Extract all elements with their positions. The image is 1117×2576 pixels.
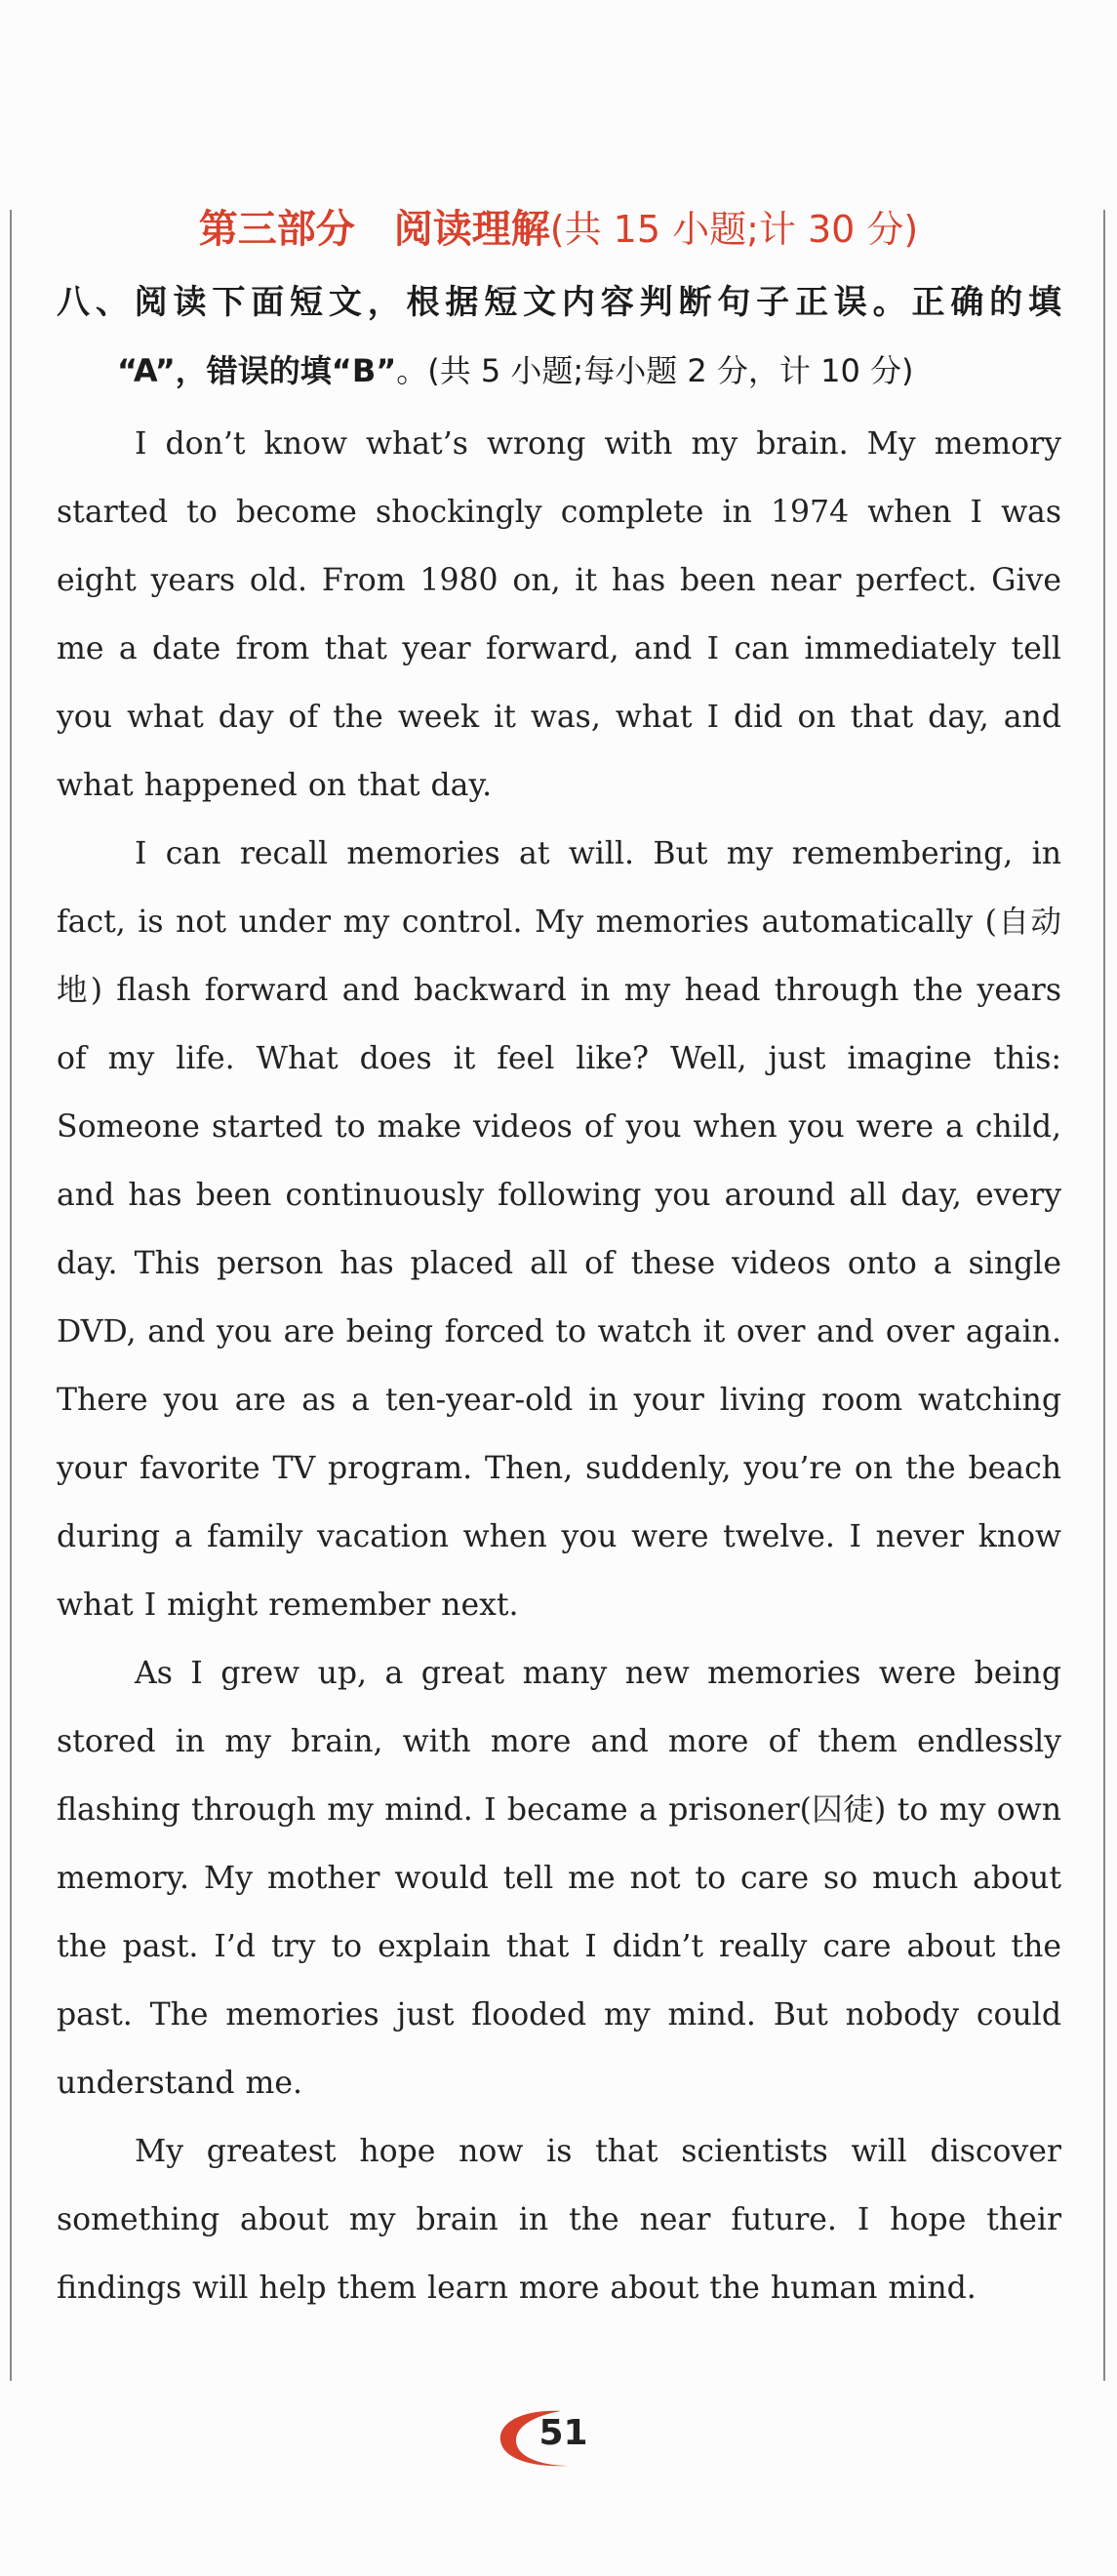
page-number-badge [493,2405,634,2474]
section-title [0,200,1117,259]
right-margin-rule [1103,210,1105,2381]
section-title-note: (共 15 小题;计 30 分) [549,208,919,251]
passage-paragraph: I can recall memories at will. But my remembering, in fact, is not under my control. My memories automatically (自动地) flash forward and backward in my head through the years of my life. What does it feel like? Well, just imagine this: Someone started to make videos of you when you were a child, and has been continuously following you around all day, every day. This person has placed all of these videos onto a single DVD, and you are being forced to watch it over and over again. There you are as a ten-year-old in your living room watching your favorite TV program. Then, suddenly, you’re on the beach during a family vacation when you were twelve. I never know what I might remember next. [57,836,1061,1623]
instruction-scoring: 。(共 5 小题;每小题 2 分，计 10 分) [396,352,914,389]
answer-a-label: “A” [117,352,176,389]
instruction-line-2 [117,342,1063,400]
passage-paragraph: I don’t know what’s wrong with my brain. My memory started to become shockingly complete in 1974 when I was eight years old. From 1980 on, it has been near perfect. Give me a date from that year forward, and I can immediately tell you what day of the week it was, what I did on that day, and what happened on that day. [57,426,1061,803]
section-title-main: 第三部分 阅读理解 [198,207,550,252]
page-number: 51 [539,2413,588,2453]
instruction-line-1: 八、阅读下面短文，根据短文内容判断句子正误。正确的填 [57,283,1061,322]
passage-paragraph: As I grew up, a great many new memories were being stored in my brain, with more and more of them endlessly flashing through my mind. I became a prisoner(囚徒) to my own memory. My mother would tell me not to care so much about the past. I’d try to explain that I didn’t really care about the past. The memories just flooded my mind. But nobody could understand me. [57,1656,1061,2101]
left-margin-rule [10,210,12,2381]
passage-paragraph: My greatest hope now is that scientists will discover something about my brain in the near future. I hope their findings will help them learn more about the human mind. [57,2134,1061,2306]
instruction-mid: ，错误的填 [175,352,332,389]
reading-passage [57,410,1061,2322]
answer-b-label: “B” [331,352,397,389]
